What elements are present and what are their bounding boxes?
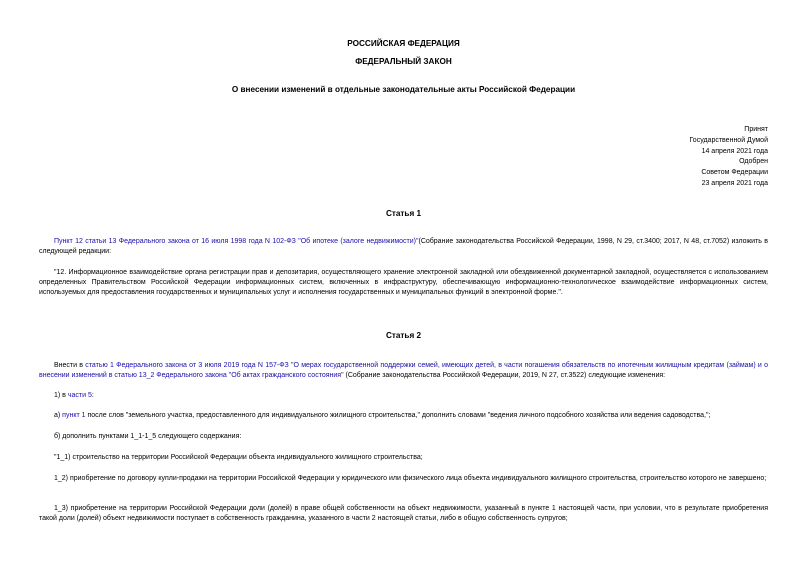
acceptance-line-5: Советом Федерации xyxy=(701,169,768,177)
article-1-paragraph-1 xyxy=(39,237,768,257)
item-1 xyxy=(39,391,768,401)
item-a xyxy=(39,411,768,421)
acceptance-line-4: Одобрен xyxy=(739,158,768,166)
item-b: б) дополнить пунктами 1_1-1_5 следующего содержания: xyxy=(54,433,242,440)
acceptance-line-1: Принят xyxy=(744,126,768,133)
item-a-pre: а) xyxy=(54,412,63,419)
item-1-3: 1_3) приобретение на территории Российской Федерации доли (долей) в праве общей собственности на объект недвижимости, указанный в пункте 1 настоящей части, при условии, что в результате приобретения такой доли (долей) объект недвижимости поступает в собственность гражданина, указанного в части 2 настоящей статьи, либо в общую собственность супругов; xyxy=(39,505,768,523)
article-2-intro-post: (Собрание законодательства Российской Федерации, 2019, N 27, ст.3522) следующие изменения: xyxy=(343,372,666,380)
law-102-link[interactable]: Пункт 12 статьи 13 Федерального закона от 16 июля 1998 года N 102-ФЗ "Об ипотеке (залоге недвижимости)" xyxy=(54,238,419,245)
law-157-link[interactable]: статью 1 Федерального закона от 3 июля 2019 года N 157-ФЗ "О мерах государственной поддержки семей, имеющих детей, в части погашения обязательств по ипотечным жилищным кредитам (займам) и о внесении изменений в статью 13_2 Федерального закона "Об актах гражданского состояния" xyxy=(39,362,768,380)
document-title: О внесении изменений в отдельные законодательные акты Российской Федерации xyxy=(231,85,576,94)
article-2-heading: Статья 2 xyxy=(385,331,422,340)
point-1-link[interactable]: пункт 1 xyxy=(62,412,86,419)
article-1-heading: Статья 1 xyxy=(385,209,422,218)
article-1-paragraph-1-text: (Собрание законодательства Российской Федерации, 1998, N 29, ст.3400; 2017, N 48, ст.7052) изложить в следующей редакции: xyxy=(39,238,768,256)
item-1-post: : xyxy=(91,392,94,399)
item-1-pre: 1) в xyxy=(54,392,68,399)
article-2-intro xyxy=(39,361,768,381)
part-5-link[interactable]: части 5 xyxy=(67,392,92,399)
header-law-type: ФЕДЕРАЛЬНЫЙ ЗАКОН xyxy=(355,57,452,66)
item-1-1: "1_1) строительство на территории Российской Федерации объекта индивидуального жилищного строительства; xyxy=(54,454,423,461)
header-state: РОССИЙСКАЯ ФЕДЕРАЦИЯ xyxy=(347,39,460,48)
acceptance-line-2: Государственной Думой xyxy=(689,136,768,144)
acceptance-line-3: 14 апреля 2021 года xyxy=(701,147,768,155)
acceptance-block xyxy=(689,125,768,190)
acceptance-line-6: 23 апреля 2021 года xyxy=(701,179,768,187)
article-1-paragraph-2: "12. Информационное взаимодействие органа регистрации прав и депозитария, осуществляющего хранение электронной закладной или обездвиженной документарной закладной, осуществляется с использованием определенных Правительством Российской Федерации информационных систем, включенных в инфраструктуру, обеспечивающую информационно-технологическое взаимодействие информационных систем, используемых для предоставления государственных и муниципальных услуг и исполнения государственных и муниципальных функций в электронной форме.". xyxy=(39,269,768,297)
item-a-post: после слов "земельного участка, предоставленного для индивидуального жилищного строительства," дополнить словами "ведения личного подсобного хозяйства или ведения садоводства,"; xyxy=(85,412,711,419)
item-1-2: 1_2) приобретение по договору купли-продажи на территории Российской Федерации у юридического или физического лица объекта индивидуального жилищного строительства, строительство которого не завершено; xyxy=(54,475,767,482)
article-2-intro-pre: Внести в xyxy=(54,362,86,369)
